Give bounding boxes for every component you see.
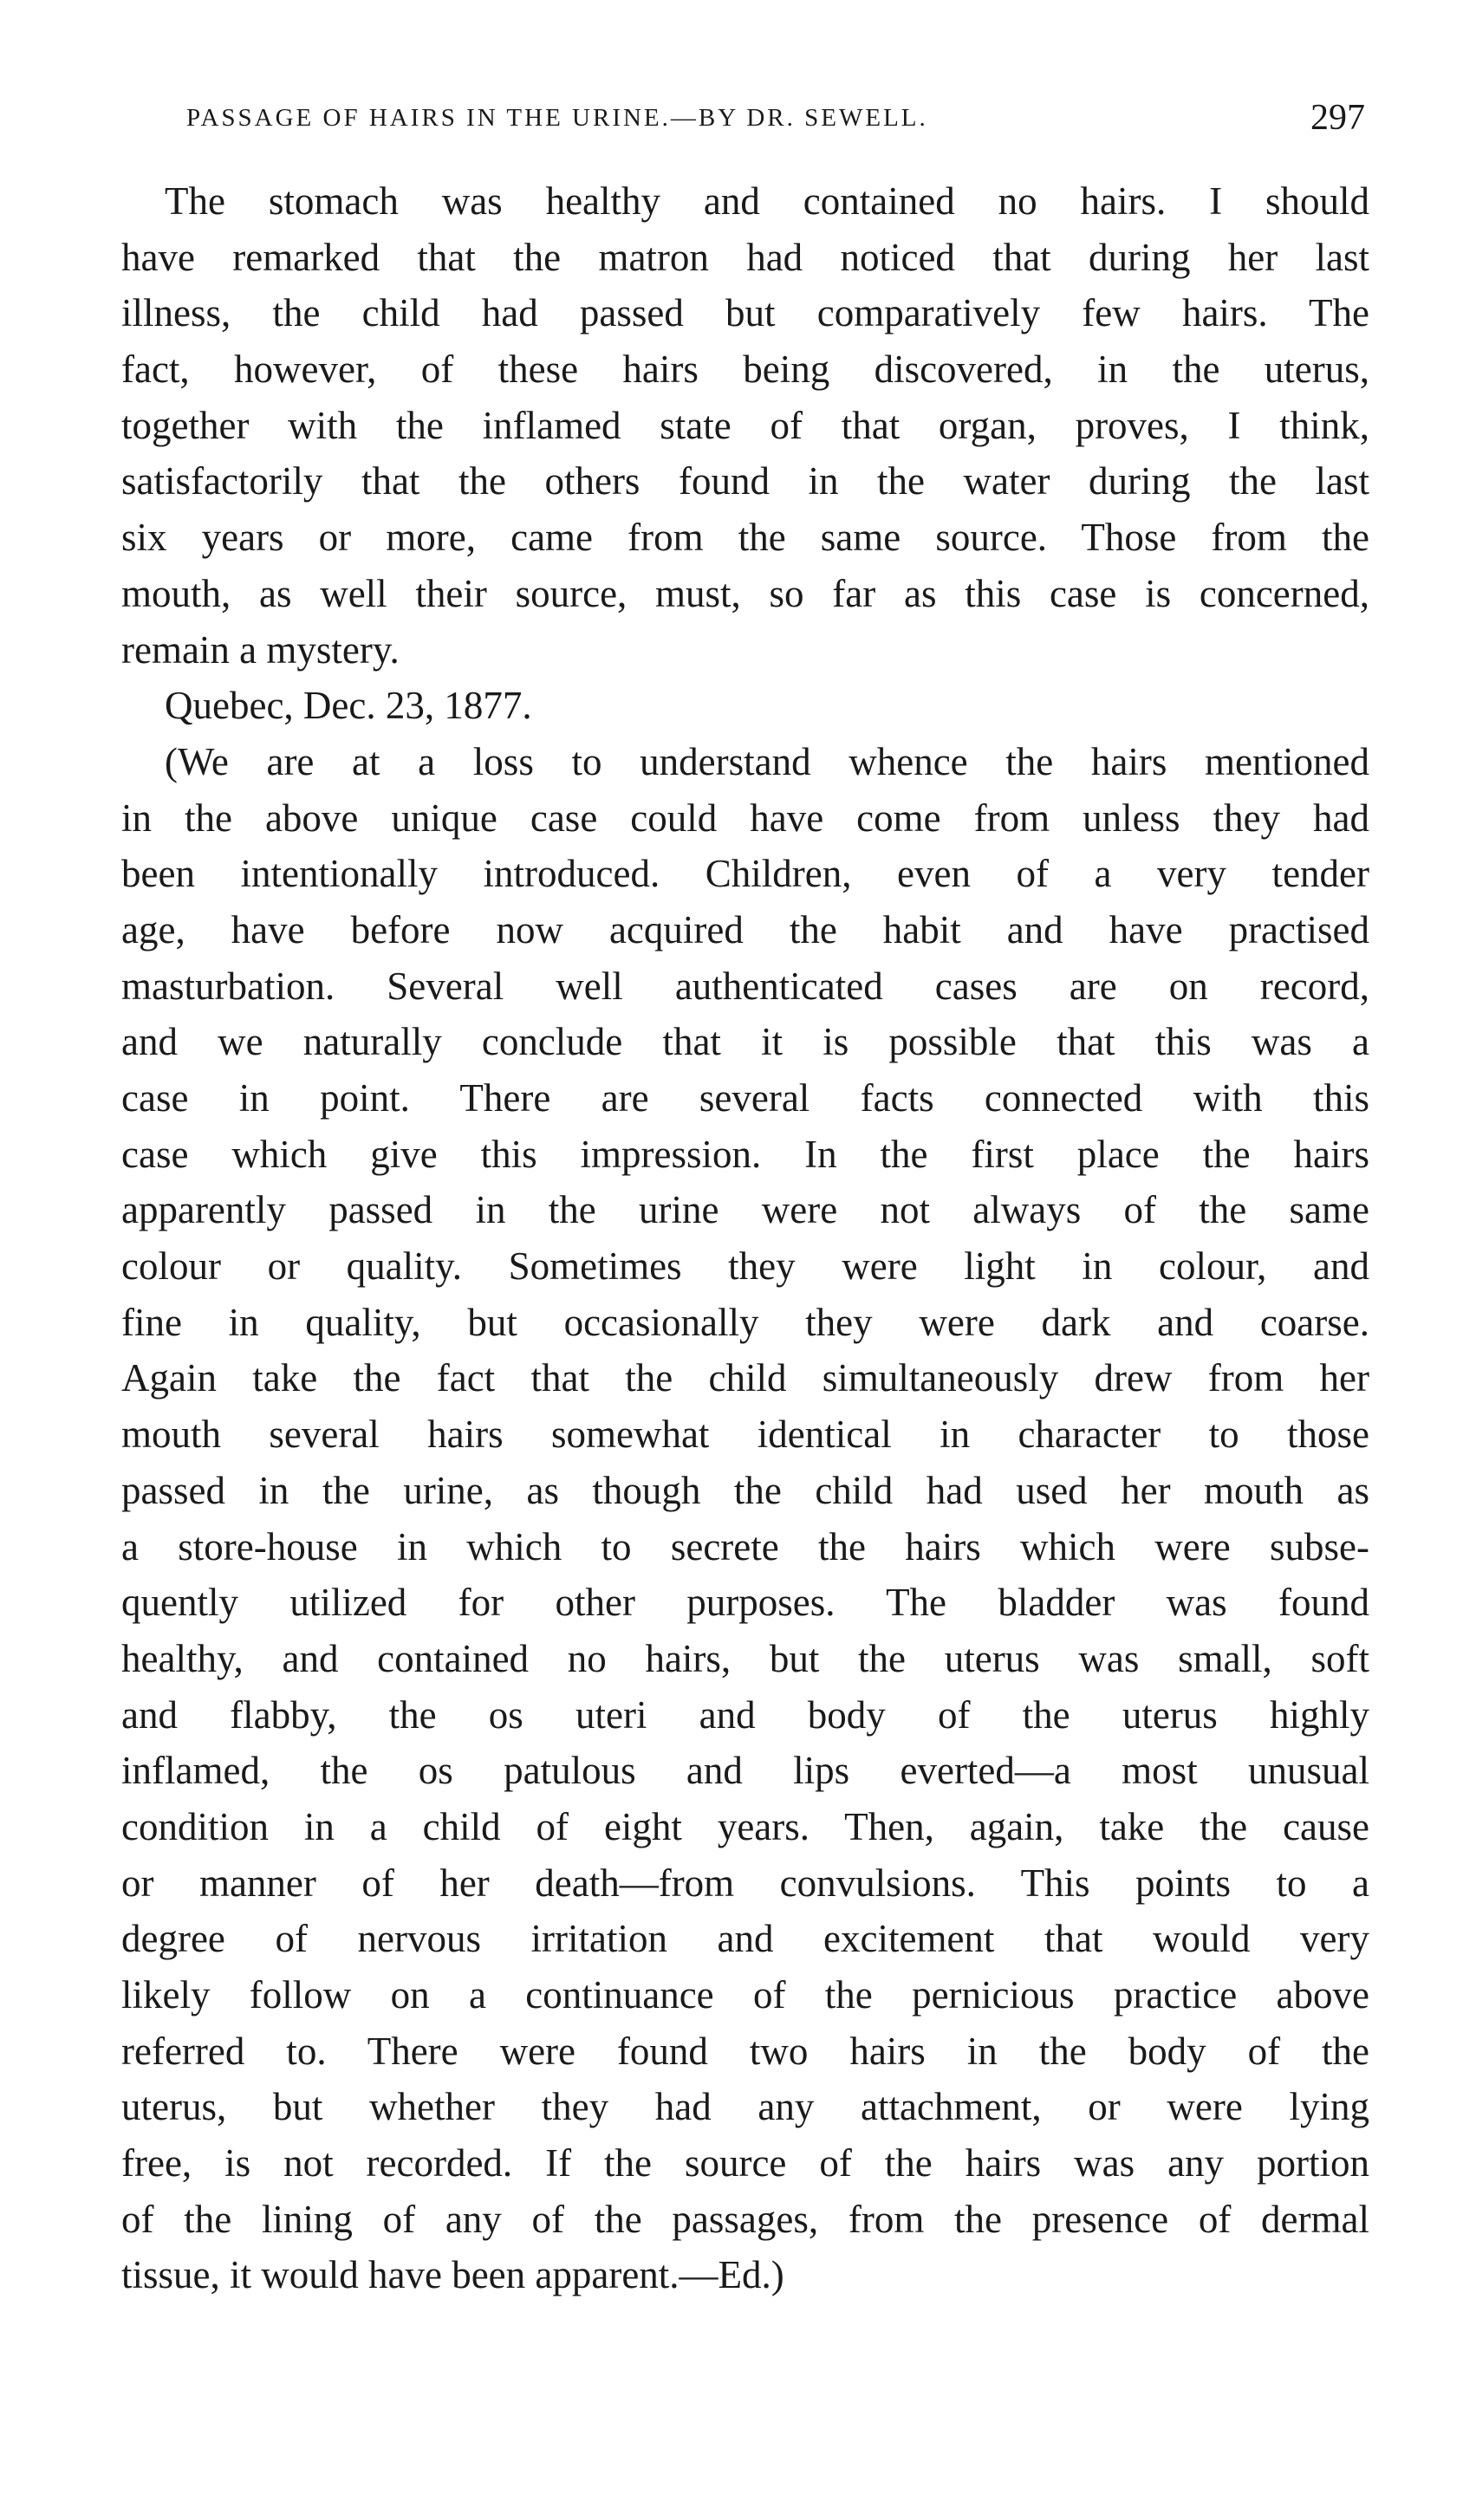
text-line: age, have before now acquired the habit and have practised bbox=[121, 907, 1369, 951]
text-line: a store-house in which to secrete the hairs which were subse- bbox=[121, 1524, 1369, 1569]
text-line: fine in quality, but occasionally they were dark and coarse. bbox=[121, 1300, 1369, 1344]
text-line: uterus, but whether they had any attachment, or were lying bbox=[121, 2085, 1369, 2129]
page-header bbox=[186, 97, 1365, 149]
text-line: case in point. There are several facts connected with this bbox=[121, 1076, 1369, 1120]
page-number: 297 bbox=[1310, 98, 1365, 138]
text-line: referred to. There were found two hairs in the body of the bbox=[121, 2029, 1369, 2073]
text-line: Again take the fact that the child simultaneously drew from her bbox=[121, 1356, 1369, 1400]
text-line: fact, however, of these hairs being discovered, in the uterus, bbox=[121, 347, 1369, 392]
text-line: have remarked that the matron had noticed that during her last bbox=[121, 235, 1369, 279]
text-line: illness, the child had passed but comparatively few hairs. The bbox=[121, 291, 1369, 335]
text-line: and we naturally conclude that it is possible that this was a bbox=[121, 1020, 1369, 1064]
running-head: PASSAGE OF HAIRS IN THE URINE.—BY DR. SEWELL. bbox=[186, 104, 928, 132]
text-line: six years or more, came from the same source. Those from the bbox=[121, 516, 1369, 560]
text-line: inflamed, the os patulous and lips everted—a most unusual bbox=[121, 1749, 1369, 1793]
text-line: satisfactorily that the others found in the water during the last bbox=[121, 459, 1369, 503]
text-line: passed in the urine, as though the child had used her mouth as bbox=[121, 1468, 1369, 1512]
text-line: mouth, as well their source, must, so far as this case is concerned, bbox=[121, 571, 1369, 615]
text-line: free, is not recorded. If the source of the hairs was any portion bbox=[121, 2141, 1369, 2186]
text-line: of the lining of any of the passages, from the presence of dermal bbox=[121, 2197, 1369, 2241]
text-line: likely follow on a continuance of the pernicious practice above bbox=[121, 1973, 1369, 2017]
text-line: degree of nervous irritation and excitement that would very bbox=[121, 1917, 1369, 1961]
body-text bbox=[121, 173, 1369, 2303]
text-line: in the above unique case could have come from unless they had bbox=[121, 796, 1369, 840]
text-line: The stomach was healthy and contained no hairs. I should bbox=[165, 179, 1369, 223]
text-line: condition in a child of eight years. Then, again, take the cause bbox=[121, 1804, 1369, 1848]
text-line: remain a mystery. bbox=[121, 627, 400, 672]
text-line: colour or quality. Sometimes they were light in colour, and bbox=[121, 1244, 1369, 1289]
text-line: or manner of her death—from convulsions. This points to a bbox=[121, 1861, 1369, 1905]
text-line: case which give this impression. In the first place the hairs bbox=[121, 1132, 1369, 1176]
text-line: and flabby, the os uteri and body of the uterus highly bbox=[121, 1692, 1369, 1737]
text-line: tissue, it would have been apparent.—Ed.) bbox=[121, 2253, 784, 2297]
text-line: apparently passed in the urine were not always of the same bbox=[121, 1188, 1369, 1232]
text-line: been intentionally introduced. Children, even of a very tender bbox=[121, 852, 1369, 896]
text-line: (We are at a loss to understand whence the hairs mentioned bbox=[165, 739, 1369, 783]
text-line: healthy, and contained no hairs, but the uterus was small, soft bbox=[121, 1636, 1369, 1680]
text-line: together with the inflamed state of that organ, proves, I think, bbox=[121, 403, 1369, 447]
text-line: masturbation. Several well authenticated cases are on record, bbox=[121, 964, 1369, 1008]
text-line: quently utilized for other purposes. The bladder was found bbox=[121, 1581, 1369, 1625]
text-line: Quebec, Dec. 23, 1877. bbox=[165, 684, 532, 728]
text-line: mouth several hairs somewhat identical in character to those bbox=[121, 1413, 1369, 1457]
